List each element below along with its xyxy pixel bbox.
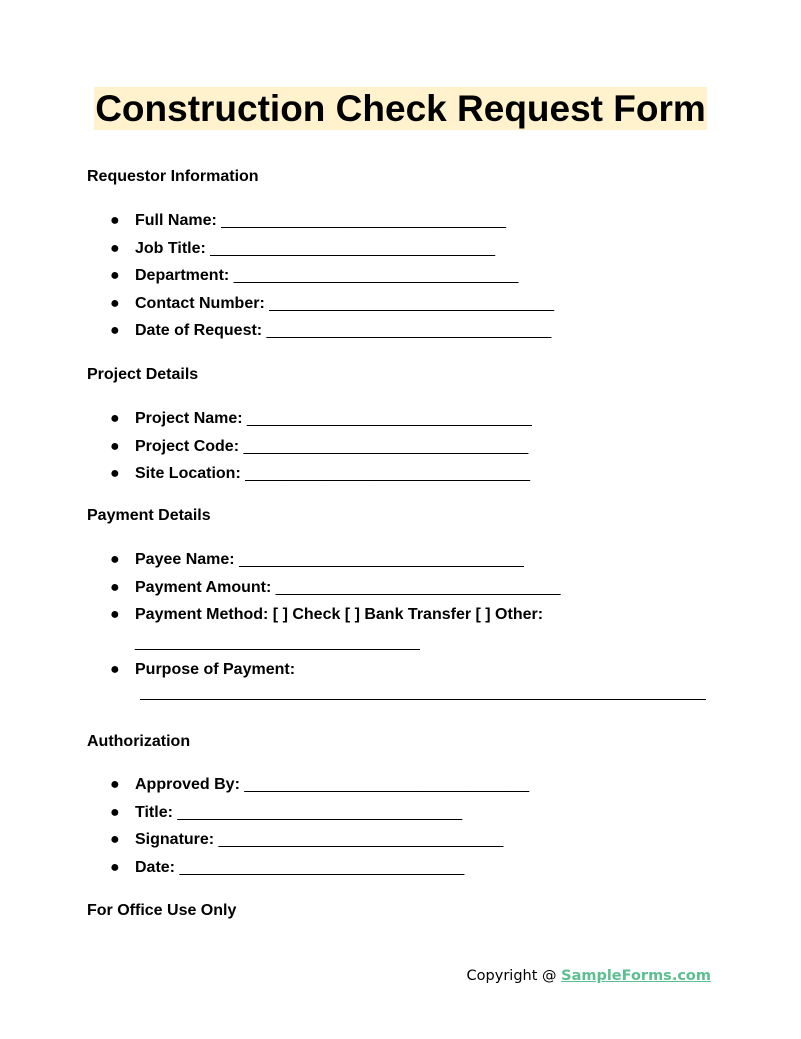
bullet-icon: ●: [110, 322, 120, 339]
field-label: Full Name:: [135, 212, 217, 229]
field-full-name[interactable]: [0, 207, 801, 235]
field-blank[interactable]: ________________________________: [275, 578, 561, 596]
purpose-of-payment-line[interactable]: [140, 699, 706, 700]
field-blank[interactable]: ________________________________: [266, 322, 552, 339]
field-title[interactable]: [0, 799, 801, 827]
bullet-icon: ●: [110, 267, 120, 284]
field-label: Purpose of Payment:: [135, 661, 296, 678]
field-label: Payee Name:: [135, 551, 235, 568]
section-heading-office-use: For Office Use Only: [87, 902, 237, 919]
bullet-icon: ●: [110, 606, 120, 623]
bullet-icon: ●: [110, 437, 120, 455]
page-title: Construction Check Request Form: [95, 88, 706, 129]
field-blank[interactable]: ________________________________: [244, 776, 530, 793]
field-payee-name[interactable]: [0, 546, 801, 574]
field-blank[interactable]: ________________________________: [269, 294, 554, 312]
field-blank[interactable]: ________________________________: [245, 465, 530, 482]
field-contact-number[interactable]: [0, 290, 801, 318]
payment-field-list: [0, 546, 801, 684]
bullet-icon: ●: [110, 578, 120, 596]
section-heading-requestor: Requestor Information: [87, 168, 259, 185]
field-label: Payment Method: [ ] Check [ ] Bank Transfer [ ] Other:: [135, 606, 544, 623]
field-label: Date:: [135, 858, 176, 876]
field-blank[interactable]: ________________________________: [221, 212, 506, 229]
field-project-code[interactable]: [0, 433, 801, 461]
field-label: Project Name:: [135, 410, 243, 427]
bullet-icon: ●: [110, 661, 120, 678]
field-project-name[interactable]: [0, 405, 801, 433]
authorization-field-list: [0, 771, 801, 881]
section-heading-payment: Payment Details: [87, 507, 211, 524]
field-label: Payment Amount:: [135, 578, 272, 596]
field-label: Project Code:: [135, 437, 240, 455]
field-blank[interactable]: ________________________________: [233, 267, 519, 284]
bullet-icon: ●: [110, 294, 120, 312]
field-blank[interactable]: ________________________________: [243, 437, 529, 455]
field-label: Site Location:: [135, 465, 241, 482]
bullet-icon: ●: [110, 858, 120, 876]
field-department[interactable]: [0, 262, 801, 290]
field-label: Date of Request:: [135, 322, 263, 339]
field-payment-method-other-blank[interactable]: ________________________________: [135, 633, 420, 651]
section-heading-authorization: Authorization: [87, 733, 191, 750]
field-purpose-of-payment[interactable]: [0, 656, 801, 684]
bullet-icon: ●: [110, 776, 120, 793]
bullet-icon: ●: [110, 239, 120, 257]
field-label: Title:: [135, 803, 173, 821]
copyright-prefix: Copyright @: [466, 968, 562, 984]
bullet-icon: ●: [110, 465, 120, 482]
bullet-icon: ●: [110, 410, 120, 427]
field-approved-by[interactable]: [0, 771, 801, 799]
field-label: Signature:: [135, 831, 215, 848]
field-blank[interactable]: ________________________________: [177, 803, 463, 821]
project-field-list: [0, 405, 801, 488]
field-payment-method[interactable]: [0, 601, 801, 629]
field-date-of-request[interactable]: [0, 317, 801, 345]
field-blank[interactable]: ________________________________: [239, 551, 524, 568]
field-site-location[interactable]: [0, 460, 801, 488]
bullet-icon: ●: [110, 212, 120, 229]
field-blank[interactable]: ________________________________: [247, 410, 532, 427]
bullet-icon: ●: [110, 831, 120, 848]
field-job-title[interactable]: [0, 235, 801, 263]
section-heading-project: Project Details: [87, 366, 199, 383]
field-blank[interactable]: ________________________________: [179, 858, 465, 876]
field-date[interactable]: [0, 854, 801, 882]
field-label: Approved By:: [135, 776, 240, 793]
field-label: Job Title:: [135, 239, 206, 257]
field-blank[interactable]: ________________________________: [218, 831, 504, 848]
brand-link[interactable]: SampleForms.com: [561, 968, 711, 984]
copyright-footer: [467, 968, 711, 984]
bullet-icon: ●: [110, 803, 120, 821]
field-payment-amount[interactable]: [0, 574, 801, 602]
field-label: Department:: [135, 267, 230, 284]
requestor-field-list: [0, 207, 801, 345]
bullet-icon: ●: [110, 551, 120, 568]
field-label: Contact Number:: [135, 294, 265, 312]
field-signature[interactable]: [0, 826, 801, 854]
title-container: [0, 87, 801, 130]
field-blank[interactable]: ________________________________: [210, 239, 496, 257]
